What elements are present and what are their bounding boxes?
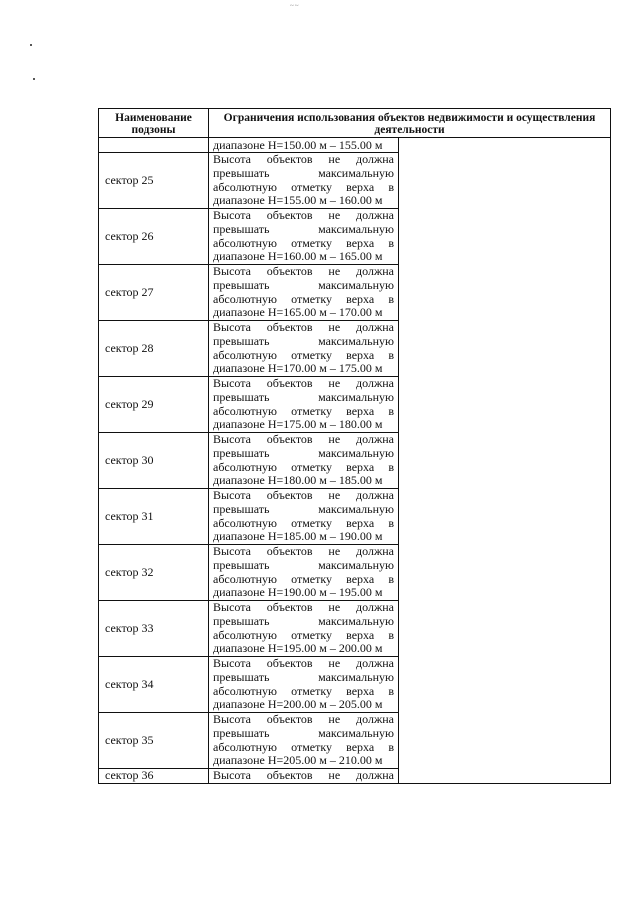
header-subzone-name: Наименование подзоны: [99, 109, 209, 138]
blank-column: [399, 138, 611, 784]
restriction-line: Высота объектов не должна: [213, 712, 394, 727]
sector-restriction-text: [209, 377, 399, 433]
page-mark: ~~: [290, 2, 300, 10]
restriction-line: абсолютную отметку верха в: [213, 179, 394, 194]
restriction-line: превышать максимальную: [213, 501, 394, 516]
restriction-line: Высота объектов не должна: [213, 544, 394, 559]
restriction-line: диапазоне H=205.00 м – 210.00 м: [213, 753, 383, 768]
restriction-line: диапазоне H=155.00 м – 160.00 м: [213, 193, 383, 208]
restriction-line: превышать максимальную: [213, 277, 394, 292]
restriction-line: Высота объектов не должна: [213, 600, 394, 615]
restriction-line: абсолютную отметку верха в: [213, 571, 394, 586]
sector-name: сектор 30: [99, 433, 209, 489]
sector-restriction-text: [209, 657, 399, 713]
header-restrictions: Ограничения использования объектов недвижимости и осуществления деятельности: [209, 109, 611, 138]
sector-restriction-text: [209, 489, 399, 545]
restriction-line: Высота объектов не должна: [213, 264, 394, 279]
restriction-line: диапазоне H=160.00 м – 165.00 м: [213, 249, 383, 264]
restriction-line: Высота объектов не должна: [213, 768, 394, 782]
sector-restriction-text: [209, 713, 399, 769]
sector-restriction-text: [209, 209, 399, 265]
restriction-line: диапазоне H=200.00 м – 205.00 м: [213, 697, 383, 712]
table-row-continuation: [99, 138, 611, 153]
continuation-name-cell: [99, 138, 209, 153]
sector-name: сектор 32: [99, 545, 209, 601]
scan-speck: [33, 78, 35, 80]
restriction-line: превышать максимальную: [213, 725, 394, 740]
restriction-line: превышать максимальную: [213, 221, 394, 236]
sector-name: сектор 34: [99, 657, 209, 713]
sector-name: сектор 36: [99, 769, 209, 784]
restriction-line: Высота объектов не должна: [213, 208, 394, 223]
scan-speck: [30, 44, 32, 46]
sector-name: сектор 29: [99, 377, 209, 433]
restriction-line: диапазоне H=185.00 м – 190.00 м: [213, 529, 383, 544]
restriction-line: диапазоне H=175.00 м – 180.00 м: [213, 417, 383, 432]
restriction-line: диапазоне H=170.00 м – 175.00 м: [213, 361, 383, 376]
restriction-line: диапазоне H=165.00 м – 170.00 м: [213, 305, 383, 320]
restriction-line: абсолютную отметку верха в: [213, 347, 394, 362]
restriction-line: Высота объектов не должна: [213, 432, 394, 447]
restrictions-table: [98, 108, 611, 784]
restriction-line: абсолютную отметку верха в: [213, 459, 394, 474]
restriction-line: Высота объектов не должна: [213, 152, 394, 167]
restriction-line: Высота объектов не должна: [213, 320, 394, 335]
sector-name: сектор 31: [99, 489, 209, 545]
restriction-line: диапазоне H=190.00 м – 195.00 м: [213, 585, 383, 600]
restriction-line: превышать максимальную: [213, 613, 394, 628]
restriction-line: абсолютную отметку верха в: [213, 683, 394, 698]
restriction-line: абсолютную отметку верха в: [213, 515, 394, 530]
restriction-line: превышать максимальную: [213, 669, 394, 684]
restriction-line: абсолютную отметку верха в: [213, 235, 394, 250]
restriction-line: превышать максимальную: [213, 165, 394, 180]
table-header-row: [99, 109, 611, 138]
restriction-line: абсолютную отметку верха в: [213, 291, 394, 306]
sector-restriction-text: [209, 153, 399, 209]
sector-restriction-text: [209, 601, 399, 657]
restriction-line: абсолютную отметку верха в: [213, 739, 394, 754]
restriction-line: превышать максимальную: [213, 445, 394, 460]
table-body: [99, 138, 611, 784]
restriction-line: диапазоне H=180.00 м – 185.00 м: [213, 473, 383, 488]
restriction-line: диапазоне H=195.00 м – 200.00 м: [213, 641, 383, 656]
sector-name: сектор 25: [99, 153, 209, 209]
restriction-line: абсолютную отметку верха в: [213, 403, 394, 418]
restriction-line: превышать максимальную: [213, 557, 394, 572]
continuation-text: диапазоне H=150.00 м – 155.00 м: [209, 138, 399, 153]
sector-restriction-text: [209, 769, 399, 784]
sector-restriction-text: [209, 321, 399, 377]
sector-name: сектор 33: [99, 601, 209, 657]
sector-restriction-text: [209, 433, 399, 489]
restriction-line: абсолютную отметку верха в: [213, 627, 394, 642]
sector-name: сектор 26: [99, 209, 209, 265]
restriction-line: превышать максимальную: [213, 333, 394, 348]
restriction-line: Высота объектов не должна: [213, 488, 394, 503]
sector-name: сектор 27: [99, 265, 209, 321]
restriction-line: превышать максимальную: [213, 389, 394, 404]
restriction-line: Высота объектов не должна: [213, 656, 394, 671]
sector-name: сектор 28: [99, 321, 209, 377]
restriction-line: Высота объектов не должна: [213, 376, 394, 391]
sector-name: сектор 35: [99, 713, 209, 769]
sector-restriction-text: [209, 265, 399, 321]
sector-restriction-text: [209, 545, 399, 601]
